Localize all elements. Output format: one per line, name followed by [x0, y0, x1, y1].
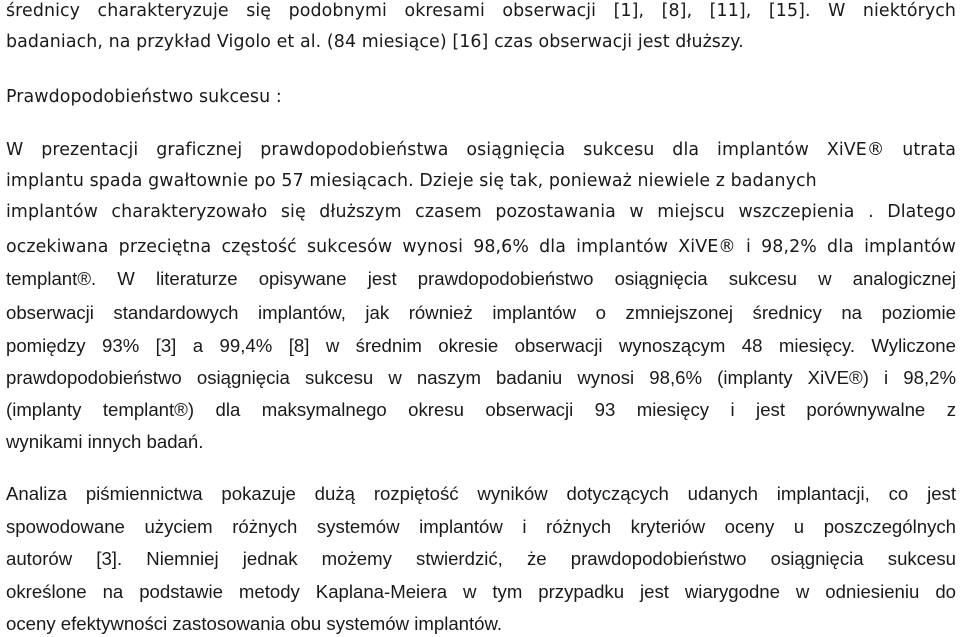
text-line: implantów charakteryzowało się dłuższym czasem pozostawania w miejscu wszczepienia . Dlatego	[6, 202, 956, 222]
text-line: Analiza piśmiennictwa pokazuje dużą rozpiętość wyników dotyczących udanych implantacji, co jest	[6, 483, 956, 504]
text-line: średnicy charakteryzuje się podobnymi okresami obserwacji [1], [8], [11], [15]. W niektórych	[6, 1, 956, 21]
text-line: wynikami innych badań.	[6, 431, 204, 452]
text-line: prawdopodobieństwo osiągnięcia sukcesu w naszym badaniu wynosi 98,6% (implanty XiVE®) i 98,2%	[6, 367, 956, 388]
text-line: oceny efektywności zastosowania obu systemów implantów.	[6, 613, 503, 634]
text-line: pomiędzy 93% [3] a 99,4% [8] w średnim okresie obserwacji wynoszącym 48 miesięcy. Wyliczone	[6, 335, 956, 356]
text-line: W prezentacji graficznej prawdopodobieństwa osiągnięcia sukcesu dla implantów XiVE® utrata	[6, 140, 956, 160]
text-line: spowodowane użyciem różnych systemów implantów i różnych kryteriów oceny u poszczególnych	[6, 516, 956, 537]
text-span: implantu spada gwałtownie po 57 miesiącach. Dzieje się tak, ponieważ niewiele z badanych	[6, 171, 817, 191]
text-line: obserwacji standardowych implantów, jak również implantów o zmniejszonej średnicy na poziomie	[6, 302, 956, 323]
text-line: (implanty templant®) dla maksymalnego okresu obserwacji 93 miesięcy i jest porównywalne z	[6, 399, 956, 420]
text-line	[6, 168, 817, 194]
text-line: templant®. W literaturze opisywane jest prawdopodobieństwo osiągnięcia sukcesu w analogicznej	[6, 268, 956, 289]
text-line: określone na podstawie metody Kaplana-Meiera w tym przypadku jest wiarygodne w odniesieniu do	[6, 581, 956, 602]
text-line: autorów [3]. Niemniej jednak możemy stwierdzić, że prawdopodobieństwo osiągnięcia sukcesu	[6, 548, 956, 569]
text-line: badaniach, na przykład Vigolo et al. (84 miesiące) [16] czas obserwacji jest dłuższy.	[6, 32, 744, 52]
section-heading: Prawdopodobieństwo sukcesu :	[6, 87, 282, 107]
text-line: oczekiwana przeciętna częstość sukcesów wynosi 98,6% dla implantów XiVE® i 98,2% dla implantów	[6, 237, 956, 257]
